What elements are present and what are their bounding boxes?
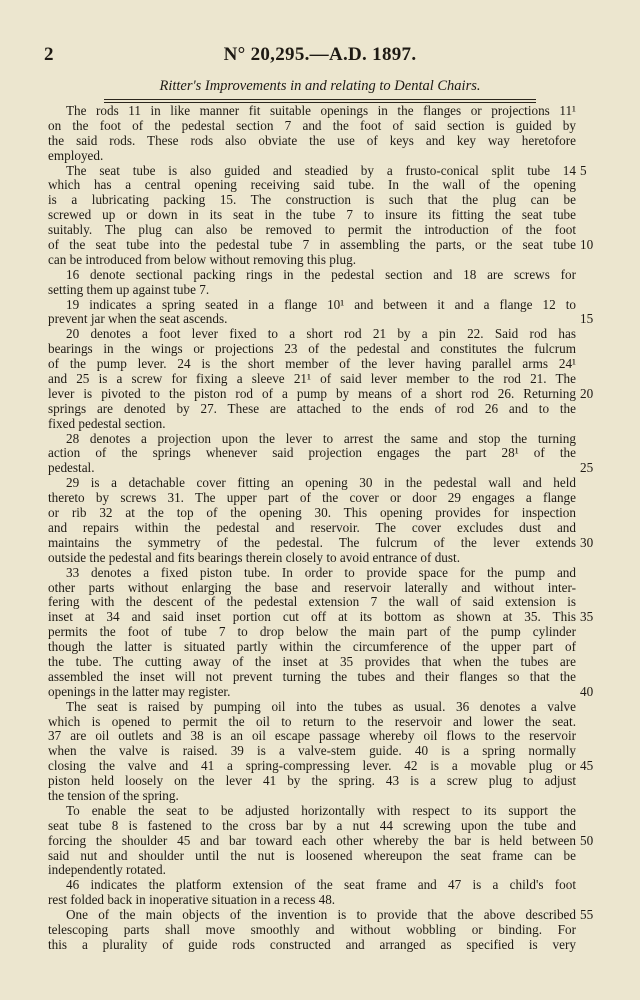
line-text: of the pump lever. 24 is the short member of the lever having parallel arms 24¹ <box>48 356 576 372</box>
line-text: outside the pedestal and fits bearings therein closely to avoid entrance of dust. <box>48 549 460 565</box>
text-line <box>48 774 576 789</box>
line-text: employed. <box>48 147 104 163</box>
text-line <box>48 581 576 596</box>
margin-line-number: 20 <box>580 385 594 401</box>
line-text: which is opened to permit the oil to return to the reservoir and lower the seat. <box>48 713 576 729</box>
text-line <box>48 327 576 342</box>
text-line <box>48 729 576 744</box>
line-text: and 25 is a screw for fixing a sleeve 21¹ of said lever member to the rod 21. The <box>48 371 576 387</box>
line-text: piston held loosely on the lever 41 by the spring. 43 is a screw plug to adjust <box>48 773 576 789</box>
line-text: this a plurality of guide rods constructed and arranged as specified is very <box>48 936 576 952</box>
line-text: assembled the inset will not prevent turning the tubes and their flanges so that the <box>48 668 576 684</box>
text-line <box>48 506 576 521</box>
text-line <box>48 119 576 134</box>
header-rule-top <box>104 99 536 100</box>
text-line <box>48 357 576 372</box>
text-line <box>48 804 576 819</box>
margin-line-number: 50 <box>580 832 594 848</box>
line-text: One of the main objects of the invention is to provide that the above described <box>66 907 576 923</box>
text-line <box>48 311 594 327</box>
line-text: telescoping parts shall move smoothly and without wobbling or binding. For <box>48 921 576 937</box>
line-text: 19 indicates a spring seated in a flange 10¹ and between it and a flange 12 to <box>66 296 576 312</box>
line-text: 46 indicates the platform extension of the seat frame and 47 is a child's foot <box>66 877 576 893</box>
line-text: forcing the shoulder 45 and bar toward each other whereby the bar is held between <box>48 832 576 848</box>
text-line <box>48 551 576 566</box>
running-head: Ritter's Improvements in and relating to Dental Chairs. <box>159 78 481 94</box>
text-line <box>48 253 576 268</box>
line-text: fering with the descent of the pedestal extension 7 the wall of said extension is <box>48 594 576 610</box>
line-text: closing the valve and 41 a spring-compressing lever. 42 is a movable plug or <box>48 758 576 774</box>
text-line <box>48 491 576 506</box>
patent-header-title: N° 20,295.—A.D. 1897. <box>223 44 417 65</box>
text-line <box>48 223 576 238</box>
line-text: other parts without enlarging the base and reservoir laterally and without inter- <box>48 579 576 595</box>
text-line <box>48 849 576 864</box>
text-line <box>48 893 576 908</box>
text-line <box>48 907 594 923</box>
line-text: screwed up or down in its seat in the tube 7 to insure its fitting the seat tube <box>48 207 576 223</box>
text-line <box>48 385 594 402</box>
line-text: 33 denotes a fixed piston tube. In order to provide space for the pump and <box>66 564 576 580</box>
line-text: on the foot of the pedestal section 7 and the foot of said section is guided by <box>48 117 576 133</box>
margin-line-number: 25 <box>580 460 594 476</box>
text-line <box>48 566 576 581</box>
page-number: 2 <box>44 44 54 65</box>
line-text: The seat is raised by pumping oil into the tubes as usual. 36 denotes a valve <box>66 698 576 714</box>
line-text: or rib 32 at the top of the opening 30. This opening provides for inspection <box>48 505 576 521</box>
text-line <box>48 655 576 670</box>
text-line <box>48 640 576 655</box>
line-text: prevent jar when the seat ascends. <box>48 311 228 327</box>
line-text: the tension of the spring. <box>48 787 179 803</box>
text-line <box>48 208 576 223</box>
line-text: permits the foot of tube 7 to drop below the main part of the pump cylinder <box>48 624 576 640</box>
text-line <box>48 595 576 610</box>
text-line <box>48 715 576 730</box>
text-line <box>48 372 576 387</box>
line-text: 37 are oil outlets and 38 is an oil escape passage whereby oil flows to the reservoir <box>48 728 576 744</box>
line-text: suitably. The plug can also be removed to permit the introduction of the foot <box>48 222 576 238</box>
text-line <box>48 134 576 149</box>
margin-line-number: 10 <box>580 237 594 253</box>
text-line <box>48 625 576 640</box>
text-line <box>48 683 594 700</box>
text-line <box>48 342 576 357</box>
line-text: maintains the symmetry of the pedestal. The fulcrum of the lever extends <box>48 534 576 550</box>
text-line <box>48 268 576 283</box>
line-text: of the seat tube into the pedestal tube 7 in assembling the parts, or the seat tube <box>48 237 576 253</box>
line-text: lever is pivoted to the piston rod of a pump by means of a short rod 26. Returning <box>48 385 576 401</box>
line-text: setting them up against tube 7. <box>48 281 210 297</box>
text-line <box>48 878 576 893</box>
text-line <box>48 460 594 476</box>
line-text: is a lubricating packing 15. The construction is such that the plug can be <box>48 192 576 208</box>
text-line <box>48 402 576 417</box>
text-line <box>48 744 576 759</box>
text-line <box>48 758 594 774</box>
line-text: The seat tube is also guided and steadied by a frusto-conical split tube 14 <box>66 162 576 178</box>
text-line <box>48 534 594 551</box>
text-line <box>48 193 576 208</box>
text-line <box>48 298 576 313</box>
line-text: springs are denoted by 27. These are attached to the ends of rod 26 and to the <box>48 400 576 416</box>
text-line <box>48 609 594 625</box>
text-line <box>48 432 576 447</box>
text-line <box>48 789 576 804</box>
line-text: which has a central opening receiving said tube. In the wall of the opening <box>48 177 576 193</box>
text-line <box>48 670 576 685</box>
line-text: and repairs within the pedestal and reservoir. The cover excludes dust and <box>48 519 576 535</box>
line-text: when the valve is raised. 39 is a valve-stem guide. 40 is a spring normally <box>48 743 576 759</box>
text-line <box>48 863 576 878</box>
line-text: openings in the latter may register. <box>48 683 231 699</box>
text-line <box>48 162 587 179</box>
line-text: 20 denotes a foot lever fixed to a short rod 21 by a pin 22. Said rod has <box>66 326 576 342</box>
text-line <box>48 178 576 193</box>
margin-line-number: 15 <box>580 311 594 327</box>
text-line <box>48 923 576 938</box>
text-line <box>48 521 576 536</box>
text-line <box>48 476 576 491</box>
line-text: inset at 34 and said inset portion cut off at its bottom as shown at 35. This <box>48 609 576 625</box>
text-line <box>48 149 576 164</box>
line-text: 16 denote sectional packing rings in the pedestal section and 18 are screws for <box>66 266 576 282</box>
margin-line-number: 45 <box>580 758 594 774</box>
text-line <box>48 237 594 253</box>
text-line <box>48 446 576 461</box>
line-text: fixed pedestal section. <box>48 415 166 431</box>
body-text <box>48 103 594 953</box>
margin-line-number: 40 <box>580 683 594 699</box>
text-line <box>48 832 594 849</box>
line-text: the tube. The cutting away of the inset at 35 provides that when the tubes are <box>48 653 576 669</box>
text-line <box>48 104 576 119</box>
line-text: pedestal. <box>48 460 95 476</box>
line-text: said nut and shoulder until the nut is loosened whereupon the seat frame can be <box>48 847 576 863</box>
margin-line-number: 5 <box>580 162 587 178</box>
line-text: The rods 11 in like manner fit suitable openings in the flanges or projections 11¹ <box>66 103 576 118</box>
text-line <box>48 700 576 715</box>
text-line <box>48 417 576 432</box>
margin-line-number: 35 <box>580 609 594 625</box>
line-text: bearings in the wings or projections 23 of the pedestal and constitutes the fulcrum <box>48 341 576 357</box>
text-line <box>48 283 576 298</box>
line-text: rest folded back in inoperative situation in a recess 48. <box>48 892 336 908</box>
line-text: seat tube 8 is fastened to the cross bar by a nut 44 screwing upon the tube and <box>48 817 576 833</box>
margin-line-number: 55 <box>580 907 594 923</box>
line-text: action of the springs whenever said projection engages the part 28¹ of the <box>48 445 576 461</box>
margin-line-number: 30 <box>580 534 594 550</box>
line-text: the said rods. These rods also obviate the use of keys and key way heretofore <box>48 132 576 148</box>
line-text: 29 is a detachable cover fitting an opening 30 in the pedestal wall and held <box>66 475 576 491</box>
line-text: thereto by screws 31. The upper part of the cover or door 29 engages a flange <box>48 490 576 506</box>
line-text: can be introduced from below without removing this plug. <box>48 251 357 267</box>
line-text: though the latter is situated partly within the circumference of the upper part of <box>48 639 576 655</box>
text-line <box>48 938 576 953</box>
line-text: 28 denotes a projection upon the lever to arrest the same and stop the turning <box>66 430 576 446</box>
text-line <box>48 819 576 834</box>
line-text: independently rotated. <box>48 862 166 878</box>
line-text: To enable the seat to be adjusted horizontally with respect to its support the <box>66 802 576 818</box>
